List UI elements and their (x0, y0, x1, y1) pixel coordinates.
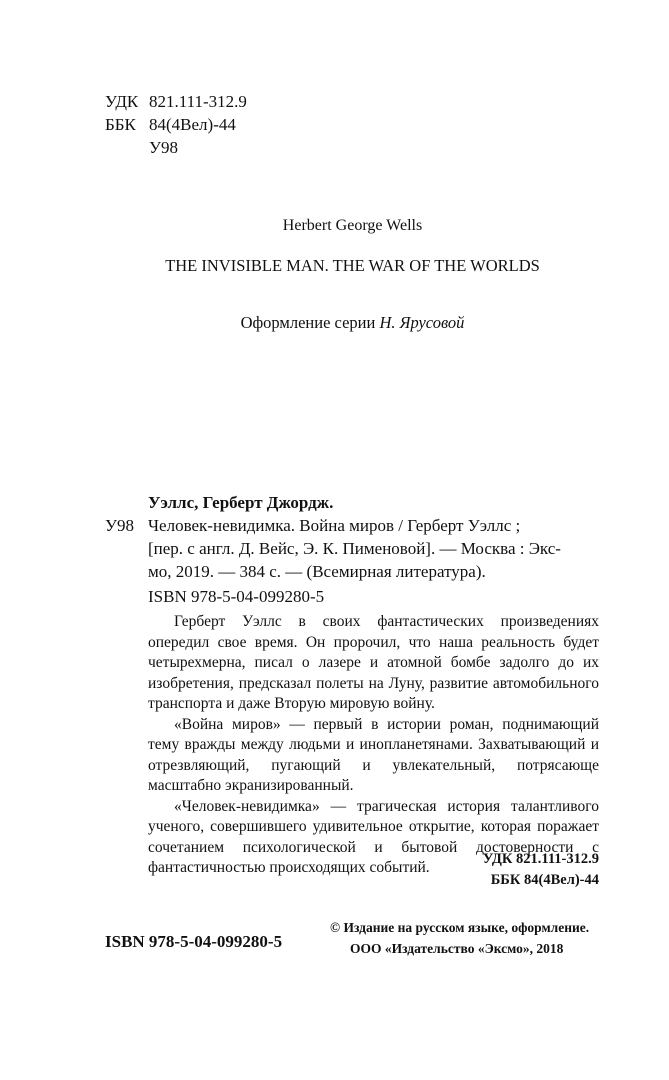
biblio-line: [пер. с англ. Д. Вейс, Э. К. Пименовой]. — Москва : Экс- (148, 539, 561, 558)
bottom-codes (483, 849, 599, 891)
bbk-label: ББК (105, 115, 136, 134)
bottom-udk: УДК 821.111-312.9 (482, 851, 599, 867)
classification-block (105, 90, 247, 159)
annotation-paragraph: «Человек-невидимка» — трагическая история талантливого ученого, совершившего удивительное открытие, которая поражает сочетанием психологической и бытовой достоверности с фантастичностью происходящих событий. (148, 797, 599, 876)
series-design-name: Н. Ярусовой (379, 313, 465, 332)
original-title: THE INVISIBLE MAN. THE WAR OF THE WORLDS (165, 256, 540, 275)
annotation-paragraph: Герберт Уэллс в своих фантастических произведениях опередил свое время. Он пророчил, что наша реальность будет четырехмерна, писал о лазере и атомной бомбе задолго до их изобретения, предсказал полеты на Луну, развитие автомобильного транспорта и даже Вторую мировую войну. (148, 613, 599, 712)
biblio-description (148, 514, 561, 583)
annotation-paragraph: «Война миров» — первый в истории роман, поднимающий тему вражды между людьми и инопланетянами. Захватывающий и отрезвляющий, пугающий и увлекательный, потрясающе масштабно экранизированный. (148, 715, 599, 794)
udk-value: 821.111-312.9 (149, 92, 247, 111)
author-mark-top: У98 (149, 138, 179, 157)
bottom-bbk: ББК 84(4Вел)-44 (490, 872, 599, 888)
udk-line (105, 90, 247, 113)
bbk-line (105, 113, 247, 136)
series-design-label: Оформление серии (240, 313, 376, 332)
biblio-isbn: ISBN 978-5-04-099280-5 (148, 587, 325, 606)
series-design (0, 313, 669, 333)
annotation (148, 612, 599, 879)
copyright (330, 917, 602, 959)
biblio-line: Человек-невидимка. Война миров / Герберт Уэллс ; (148, 516, 521, 535)
isbn-bottom: ISBN 978-5-04-099280-5 (105, 932, 283, 951)
copyright-line1: © Издание на русском языке, оформление. (330, 920, 590, 935)
bbk-value: 84(4Вел)-44 (149, 115, 236, 134)
biblio-line: мо, 2019. — 384 с. — (Всемирная литература). (148, 562, 486, 581)
original-author: Herbert George Wells (282, 217, 423, 234)
biblio-heading: Уэллс, Герберт Джордж. (148, 493, 334, 512)
copyright-line2: ООО «Издательство «Эксмо», 2018 (350, 941, 564, 956)
biblio-author-mark: У98 (105, 516, 135, 535)
udk-label: УДК (105, 92, 139, 111)
